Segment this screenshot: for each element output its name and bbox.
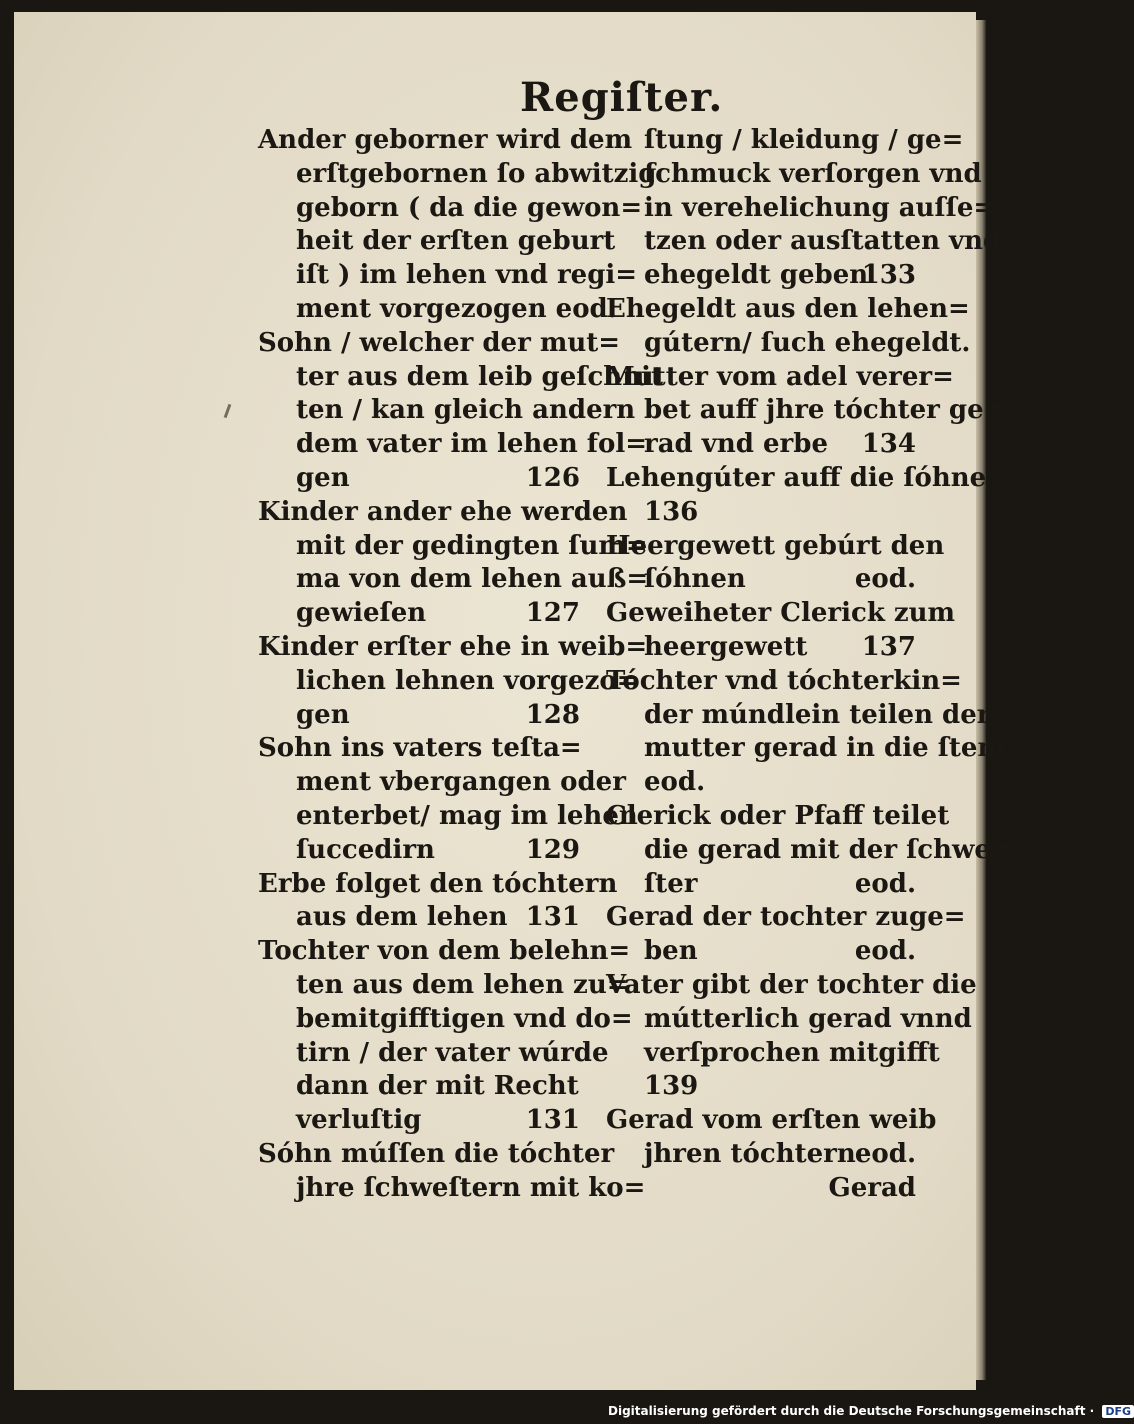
index-entry-line <box>258 732 588 766</box>
index-entry-line <box>606 1104 937 1138</box>
entry-text: lichen lehnen vorgezo= <box>296 665 639 696</box>
index-entry-line <box>606 327 971 361</box>
index-entry-line <box>606 1003 972 1037</box>
index-entry-line <box>606 631 924 665</box>
entry-text: enterbet/ mag im lehen <box>296 800 638 831</box>
entry-text: gen <box>296 462 350 493</box>
entry-text: bet auff jhre tóchter ge= <box>644 395 1006 426</box>
entry-text: heergewett <box>644 631 808 662</box>
entry-text: ten / kan gleich andern <box>296 395 636 426</box>
index-entry-line <box>606 1138 924 1172</box>
page-reference: 137 <box>861 631 916 662</box>
index-entry-line <box>606 800 950 834</box>
entry-text: Sohn ins vaters teſta= <box>258 733 582 764</box>
entry-text: dann der mit Recht <box>296 1071 579 1102</box>
entry-text: ſuccedirn <box>296 834 435 865</box>
catchword: Gerad <box>828 1172 916 1203</box>
index-entry-line <box>258 124 633 158</box>
entry-text: aus dem lehen <box>296 902 508 933</box>
left-column <box>258 124 663 1206</box>
entry-text: mit der gedingten ſum= <box>296 530 648 561</box>
entry-text: ma von dem lehen auß= <box>296 564 649 595</box>
dfg-logo: DFG <box>1102 1405 1134 1418</box>
index-entry-line <box>258 969 629 1003</box>
index-entry-line <box>606 361 954 395</box>
index-entry-line <box>606 428 924 462</box>
index-entry-line <box>606 665 962 699</box>
index-entry-line <box>606 1037 940 1071</box>
entry-text: ſchmuck verſorgen vnd <box>644 158 982 189</box>
index-entry-line <box>606 868 924 902</box>
index-entry-line <box>606 259 924 293</box>
index-entry-line <box>606 597 956 631</box>
entry-text: Heergewett gebúrt den <box>606 530 945 561</box>
entry-text: Erbe folget den tóchtern <box>258 868 618 899</box>
index-entry-line <box>258 192 643 226</box>
index-entry-line <box>606 699 991 733</box>
page-reference: eod. <box>854 564 916 595</box>
entry-text: gewieſen <box>296 598 427 629</box>
entry-text: Geweiheter Clerick zum <box>606 598 956 629</box>
index-entry-line <box>258 428 647 462</box>
entry-text: ſter <box>644 868 698 899</box>
entry-text: Sóhn múſſen die tóchter <box>258 1138 615 1169</box>
entry-text: Kinder ander ehe werden <box>258 496 628 527</box>
entry-text: erſtgebornen ſo abwitzig <box>296 158 657 189</box>
index-entry-line <box>258 361 663 395</box>
page-reference: 133 <box>861 260 916 291</box>
entry-text: tirn / der vater wúrde <box>296 1037 609 1068</box>
entry-text: Sohn / welcher der mut= <box>258 327 621 358</box>
entry-text: ment vbergangen oder <box>296 767 626 798</box>
page-reference: 134 <box>861 429 916 460</box>
page-reference: 127 <box>525 598 580 629</box>
entry-text: gútern/ ſuch ehegeldt. <box>644 327 971 358</box>
index-entry-line <box>258 631 648 665</box>
page-reference: eod. <box>854 936 916 967</box>
index-entry-line <box>258 597 588 631</box>
entry-text: heit der erſten geburt <box>296 226 616 257</box>
entry-text: mútterlich gerad vnnd <box>644 1003 972 1034</box>
index-entry-line <box>606 496 924 530</box>
entry-text: Kinder erſter ehe in weib= <box>258 631 648 662</box>
entry-text: Ander geborner wird dem <box>258 125 633 155</box>
index-entry-line <box>606 563 924 597</box>
entry-text: die gerad mit der ſchwe= <box>644 834 1013 865</box>
index-entry-line <box>606 225 1002 259</box>
entry-text: Gerad vom erſten weib <box>606 1105 937 1136</box>
entry-text: verſprochen mitgifft <box>644 1037 940 1068</box>
index-entry-line <box>606 462 987 496</box>
index-entry-line <box>606 901 966 935</box>
index-entry-line <box>606 124 964 158</box>
entry-text: der múndlein teilen der <box>644 699 991 730</box>
entry-text: ſóhnen <box>644 564 746 595</box>
index-entry-line <box>606 394 1006 428</box>
index-entry-line <box>258 665 639 699</box>
index-entry-line <box>258 1172 646 1206</box>
index-entry-line <box>258 225 616 259</box>
index-entry-line <box>258 530 648 564</box>
index-entry-line <box>258 1104 588 1138</box>
index-entry-line <box>258 901 588 935</box>
page-reference: 126 <box>525 462 580 493</box>
page-header: Regiſter. <box>520 74 724 121</box>
entry-text: eod. <box>644 767 706 798</box>
index-entry-line <box>258 1037 609 1071</box>
page-reference: 131 <box>525 902 580 933</box>
entry-text: verluſtig <box>296 1105 422 1136</box>
index-entry-line <box>258 935 631 969</box>
index-entry-line <box>606 969 977 1003</box>
index-entry-line <box>258 158 657 192</box>
entry-text: rad vnd erbe <box>644 429 828 460</box>
index-entry-line <box>606 192 996 226</box>
page-reference: eod. <box>854 868 916 899</box>
entry-text: Clerick oder Pfaff teilet <box>606 800 950 831</box>
entry-text: Tóchter vnd tóchterkin= <box>606 665 962 696</box>
index-entry-line <box>258 1070 588 1104</box>
entry-text: ſtung / kleidung / ge= <box>644 125 964 155</box>
entry-text: bemitgifftigen vnd do= <box>296 1003 633 1034</box>
page-reference: eod. <box>854 1138 916 1169</box>
entry-text: Ehegeldt aus den lehen= <box>606 293 970 324</box>
entry-text: ehegeldt geben <box>644 260 869 291</box>
entry-text: ben <box>644 936 698 967</box>
footer-credit <box>608 1404 1134 1418</box>
page-reference: 131 <box>525 1105 580 1136</box>
entry-text: gen <box>296 699 350 730</box>
index-entry-line <box>258 1138 615 1172</box>
entry-text: ment vorgezogen eod. <box>296 293 617 324</box>
entry-text: ten aus dem lehen zu= <box>296 969 629 1000</box>
index-entry-line <box>258 259 638 293</box>
index-entry-line <box>606 732 1005 766</box>
entry-text: mutter gerad in die ſtem <box>644 733 1005 764</box>
index-entry-line <box>606 766 924 800</box>
right-column <box>606 124 1013 1206</box>
index-entry-line <box>258 1003 633 1037</box>
index-entry-line <box>606 158 982 192</box>
index-entry-line <box>258 496 628 530</box>
entry-text: 136 <box>644 496 699 527</box>
index-entry-line <box>258 834 588 868</box>
entry-text: Gerad der tochter zuge= <box>606 902 966 933</box>
entry-text: Lehengúter auff die ſóhne <box>606 462 987 493</box>
entry-text: in verehelichung auſſe= <box>644 192 996 223</box>
index-entry-line <box>258 766 626 800</box>
index-entry-line <box>258 327 621 361</box>
entry-text: dem vater im lehen fol= <box>296 429 647 460</box>
entry-text: iſt ) im lehen vnd regi= <box>296 260 638 291</box>
entry-text: tzen oder ausſtatten vnd <box>644 226 1002 257</box>
entry-text: 139 <box>644 1071 699 1102</box>
entry-text: ter aus dem leib geſchnit <box>296 361 663 392</box>
index-entry-line <box>258 699 588 733</box>
entry-text: geborn ( da die gewon= <box>296 192 643 223</box>
index-entry-line <box>606 834 1013 868</box>
entry-text: Vater gibt der tochter die <box>606 969 977 1000</box>
page-reference: 128 <box>525 699 580 730</box>
index-entry-line <box>258 868 618 902</box>
index-entry-line <box>258 394 636 428</box>
entry-text: jhre ſchweſtern mit ko= <box>296 1172 646 1203</box>
index-entry-line <box>258 293 617 327</box>
index-entry-line <box>606 935 924 969</box>
index-entry-line <box>606 293 970 327</box>
index-entry-line <box>258 462 588 496</box>
index-entry-line <box>606 1070 924 1104</box>
entry-text: Tochter von dem belehn= <box>258 936 631 967</box>
entry-text: Mutter vom adel verer= <box>606 361 954 392</box>
index-entry-line <box>258 563 649 597</box>
page-reference: 129 <box>525 834 580 865</box>
footer-credit-text: Digitalisierung gefördert durch die Deutsche Forschungsgemeinschaft · <box>608 1404 1095 1418</box>
index-entry-line <box>258 800 638 834</box>
entry-text: jhren tóchtern <box>644 1138 856 1169</box>
index-entry-line <box>606 530 945 564</box>
